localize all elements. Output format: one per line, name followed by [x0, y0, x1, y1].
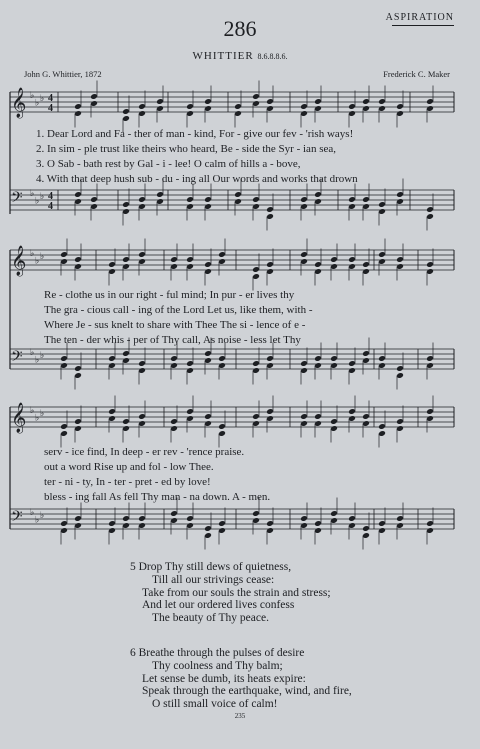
stanza-line: Speak through the earthquake, wind, and fire,: [142, 685, 352, 698]
tune-name: WHITTIER: [192, 50, 254, 62]
flat-icon: ♭: [40, 511, 45, 521]
flat-icon: ♭: [30, 249, 35, 259]
bass-clef-icon: 𝄢: [11, 508, 23, 529]
composer-credit: Frederick C. Maker: [383, 69, 450, 79]
stanza-line: Drop Thy still dews of quietness,: [138, 561, 292, 573]
flat-icon: ♭: [30, 348, 35, 358]
flat-icon: ♭: [30, 508, 35, 518]
stanza-line: Take from our souls the strain and stress;: [142, 586, 331, 599]
lyric-line: 1. Dear Lord and Fa - ther of man - kind, For - give our fev - 'rish ways!: [36, 128, 354, 140]
stanza-line: Let sense be dumb, its heats expire:: [142, 672, 306, 685]
hymn-number: 286: [223, 16, 257, 41]
flat-icon: ♭: [40, 351, 45, 361]
time-signature: 4: [48, 201, 53, 212]
lyric-line: 4. With that deep hush sub - du - ing all Our words and works that drown: [36, 173, 358, 185]
section-title: ASPIRATION: [385, 12, 454, 23]
flat-icon: ♭: [35, 515, 40, 526]
flat-icon: ♭: [40, 252, 45, 262]
lyric-line: The ten - der whis - per of Thy call, As noise - less let Thy: [44, 334, 301, 346]
treble-clef-icon: 𝄞: [11, 403, 27, 433]
lyric-line: 3. O Sab - bath rest by Gal - i - lee! O calm of hills a - bove,: [36, 158, 301, 170]
time-signature: 4: [48, 191, 53, 202]
stanza-line: Breathe through the pulses of desire: [138, 647, 305, 659]
lyric-line: Re - clothe us in our right - ful mind; In pur - er lives thy: [44, 289, 295, 301]
time-signature: 4: [48, 103, 53, 114]
lyric-line: Where Je - sus knelt to share with Thee The si - lence of e -: [44, 319, 306, 331]
flat-icon: ♭: [35, 413, 40, 424]
stanza-line: And let our ordered lives confess: [142, 599, 295, 612]
flat-icon: ♭: [35, 98, 40, 109]
treble-clef-icon: 𝄞: [11, 88, 27, 118]
flat-icon: ♭: [40, 409, 45, 419]
lyric-line: serv - ice find, In deep - er rev - 'rence praise.: [44, 446, 245, 458]
lyric-line: The gra - cious call - ing of the Lord Let us, like them, with -: [44, 304, 313, 316]
treble-clef-icon: 𝄞: [11, 246, 27, 276]
stanza-number: 6: [130, 647, 136, 659]
time-signature: 4: [48, 93, 53, 104]
lyric-line: 2. In sim - ple trust like theirs who heard, Be - side the Syr - ian sea,: [36, 143, 336, 155]
flat-icon: ♭: [35, 355, 40, 366]
stanza-line: O still small voice of calm!: [152, 698, 278, 711]
stanza-line: Thy coolness and Thy balm;: [152, 659, 283, 672]
stanza-line: The beauty of Thy peace.: [152, 612, 269, 625]
flat-icon: ♭: [30, 406, 35, 416]
page-number: 235: [234, 712, 246, 720]
flat-icon: ♭: [40, 192, 45, 202]
flat-icon: ♭: [35, 256, 40, 267]
flat-icon: ♭: [30, 189, 35, 199]
lyric-line: bless - ing fall As fell Thy man - na down. A - men.: [44, 491, 271, 503]
bass-clef-icon: 𝄢: [11, 348, 23, 369]
lyric-line: out a word Rise up and fol - low Thee.: [44, 461, 214, 473]
bass-clef-icon: 𝄢: [11, 189, 23, 210]
flat-icon: ♭: [40, 94, 45, 104]
stanza-5: [130, 561, 331, 625]
stanza-6: [130, 647, 352, 711]
stanza-line: Till all our strivings cease:: [152, 573, 275, 586]
stanza-number: 5: [130, 561, 136, 573]
flat-icon: ♭: [30, 91, 35, 101]
tune-meter: 8.6.8.8.6.: [257, 52, 288, 61]
author-credit: John G. Whittier, 1872: [24, 69, 102, 79]
flat-icon: ♭: [35, 196, 40, 207]
lyric-line: ter - ni - ty, In - ter - pret - ed by love!: [44, 476, 211, 488]
